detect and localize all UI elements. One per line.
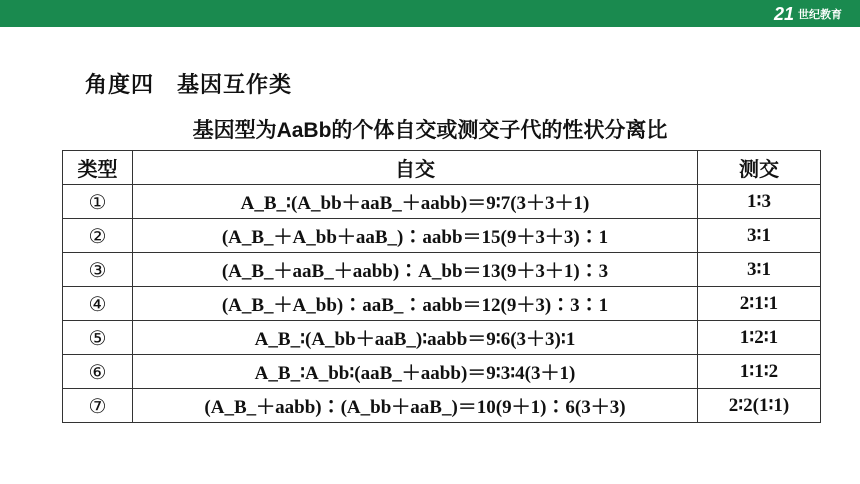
brand-logo [774,3,842,25]
segregation-ratio-table [62,150,821,423]
self-cross-ratio: (A_B_＋A_bb)∶aaB_∶aabb＝12(9＋3)∶3∶1 [133,287,698,321]
test-cross-ratio: 3∶1 [698,219,821,253]
logo-text: 世纪教育 [798,9,842,21]
test-cross-ratio: 3∶1 [698,253,821,287]
table-row [63,287,821,321]
header-type: 类型 [63,151,133,185]
row-type: ⑥ [63,355,133,389]
test-cross-ratio: 1∶1∶2 [698,355,821,389]
self-cross-ratio: A_B_∶(A_bb＋aaB_)∶aabb＝9∶6(3＋3)∶1 [133,321,698,355]
table-row [63,185,821,219]
test-cross-ratio: 2∶1∶1 [698,287,821,321]
top-banner [0,0,860,27]
table-caption: 基因型为AaBb的个体自交或测交子代的性状分离比 [192,119,668,142]
test-cross-ratio: 2∶2(1∶1) [698,389,821,423]
self-cross-ratio: A_B_∶A_bb∶(aaB_＋aabb)＝9∶3∶4(3＋1) [133,355,698,389]
table-row [63,355,821,389]
table-row [63,321,821,355]
row-type: ④ [63,287,133,321]
self-cross-ratio: (A_B_＋aaB_＋aabb)∶A_bb＝13(9＋3＋1)∶3 [133,253,698,287]
logo-mark: 21 [773,3,794,24]
self-cross-ratio: (A_B_＋aabb)∶(A_bb＋aaB_)＝10(9＋1)∶6(3＋3) [133,389,698,423]
row-type: ⑤ [63,321,133,355]
table-row [63,219,821,253]
row-type: ② [63,219,133,253]
test-cross-ratio: 1∶2∶1 [698,321,821,355]
row-type: ③ [63,253,133,287]
table-row [63,253,821,287]
row-type: ① [63,185,133,219]
header-test-cross: 测交 [698,151,821,185]
row-type: ⑦ [63,389,133,423]
header-self-cross: 自交 [133,151,698,185]
table-row [63,389,821,423]
section-title: 角度四 基因互作类 [85,72,293,97]
table-header-row [63,151,821,185]
self-cross-ratio: A_B_∶(A_bb＋aaB_＋aabb)＝9∶7(3＋3＋1) [133,185,698,219]
test-cross-ratio: 1∶3 [698,185,821,219]
self-cross-ratio: (A_B_＋A_bb＋aaB_)∶aabb＝15(9＋3＋3)∶1 [133,219,698,253]
